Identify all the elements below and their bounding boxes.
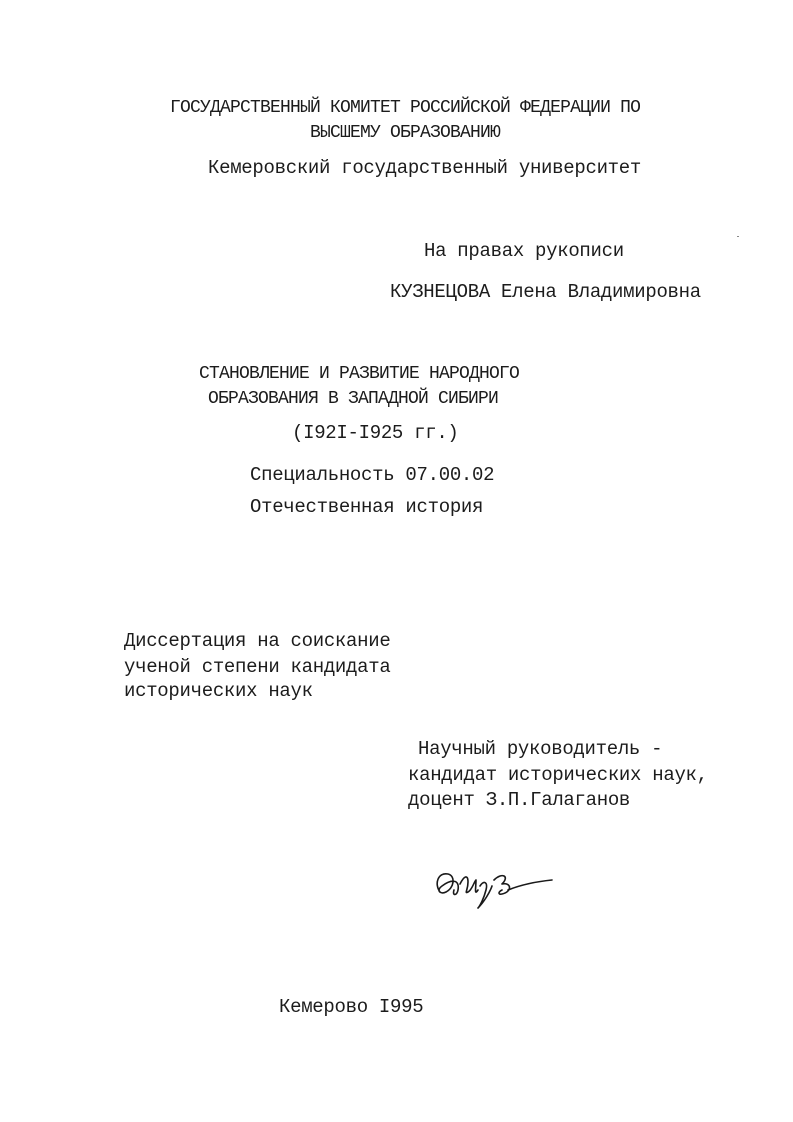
supervisor-line-3: доцент З.П.Галаганов	[408, 789, 631, 811]
dissertation-line-1: Диссертация на соискание	[124, 630, 391, 652]
dissertation-line-3: исторических наук	[124, 680, 313, 702]
place-and-year: Кемерово I995	[279, 996, 424, 1018]
committee-line-2: ВЫСШЕМУ ОБРАЗОВАНИЮ	[310, 123, 501, 143]
rights-notice: На правах рукописи	[424, 240, 624, 262]
committee-line-1: ГОСУДАРСТВЕННЫЙ КОМИТЕТ РОССИЙСКОЙ ФЕДЕРАЦИИ ПО	[170, 98, 641, 118]
handwritten-signature	[428, 862, 556, 912]
university-name: Кемеровский государственный университет	[208, 157, 641, 179]
dissertation-line-2: ученой степени кандидата	[124, 656, 391, 678]
scan-speck	[737, 236, 739, 237]
specialty-name: Отечественная история	[250, 496, 484, 518]
specialty-code: Специальность 07.00.02	[250, 464, 495, 486]
supervisor-line-2: кандидат исторических наук,	[408, 764, 708, 786]
title-line-1: СТАНОВЛЕНИЕ И РАЗВИТИЕ НАРОДНОГО	[199, 364, 520, 384]
title-years: (I92I-I925 гг.)	[292, 422, 459, 444]
author-name: КУЗНЕЦОВА Елена Владимировна	[390, 281, 701, 303]
supervisor-line-1: Научный руководитель -	[418, 738, 663, 760]
title-line-2: ОБРАЗОВАНИЯ В ЗАПАДНОЙ СИБИРИ	[208, 389, 499, 409]
